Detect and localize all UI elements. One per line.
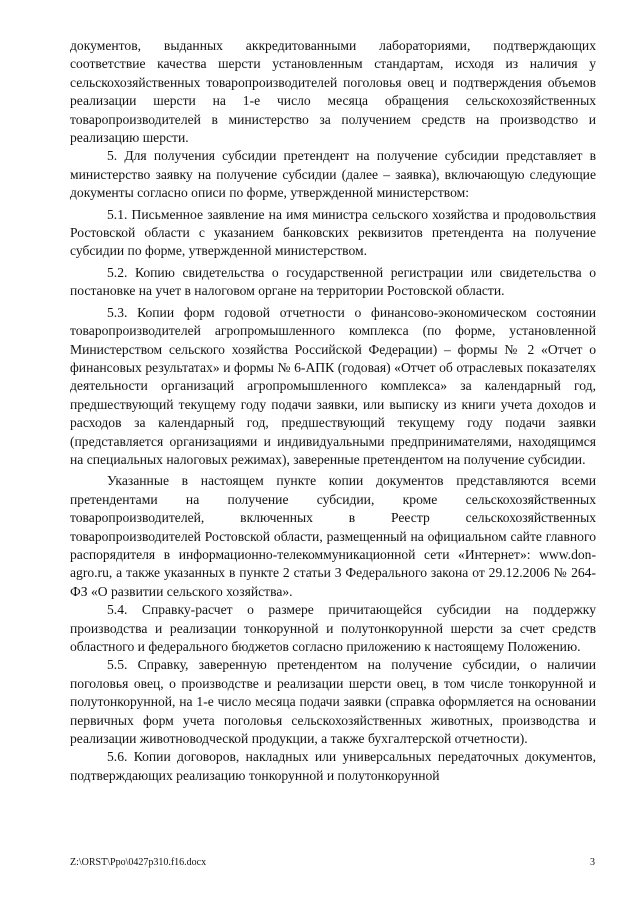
footer-file-path: Z:\ORST\Ppo\0427p310.f16.docx [70,857,207,868]
paragraph-note: Указанные в настоящем пункте копии документов представляются всеми претендентами на получение субсидии, кроме сельскохозяйственных товаропроизводителей, включенных в Реестр сельскохозяйственных товаропроизводителей Ростовской области, размещенный на официальном сайте главного распорядителя в информационно-телекоммуникационной сети «Интернет»: www.don-agro.ru, а также указанных в пункте 2 статьи 3 Федерального закона от 29.12.2006 № 264-ФЗ «О развитии сельского хозяйства». [70,473,596,599]
paragraph-item-5-5: 5.5. Справку, заверенную претендентом на получение субсидии, о наличии поголовья овец, о производстве и реализации шерсти овец, в том числе тонкорунной и полутонкорунной, на 1-е число месяца подачи заявки (справка оформляется на основании первичных форм учета поголовья сельскохозяйственных животных, производства и реализации животноводческой продукции, а также бухгалтерской отчетности). [70,657,596,747]
document-body [70,37,596,785]
paragraph-item-5-1: 5.1. Письменное заявление на имя министра сельского хозяйства и продовольствия Ростовской области с указанием банковских реквизитов претендента на получение субсидии по форме, утвержденной министерством. [70,206,596,259]
paragraph-item-5-4: 5.4. Справку-расчет о размере причитающейся субсидии на поддержку производства и реализации тонкорунной и полутонкорунной шерсти за счет средств областного и федерального бюджетов согласно приложению к настоящему Положению. [70,602,596,654]
paragraph-item-5: 5. Для получения субсидии претендент на получение субсидии представляет в министерство заявку на получение субсидии (далее – заявка), включающую следующие документы согласно описи по форме, утвержденной министерством: [70,148,596,201]
page-number: 3 [590,857,595,868]
paragraph-item-5-2: 5.2. Копию свидетельства о государственной регистрации или свидетельства о постановке на учет в налоговом органе на территории Ростовской области. [70,264,596,299]
paragraph-continuation: документов, выданных аккредитованными лабораториями, подтверждающих соответствие качества шерсти установленным стандартам, исходя из наличия у сельскохозяйственных товаропроизводителей поголовья овец и подтверждения объемов реализации шерсти на 1-е число месяца обращения сельскохозяйственных товаропроизводителей в министерство за получением средств на производство и реализацию шерсти. [70,38,596,146]
paragraph-item-5-3: 5.3. Копии форм годовой отчетности о финансово-экономическом состоянии товаропроизводителей агропромышленного комплекса (по форме, установленной Министерством сельского хозяйства Российской Федерации) – формы № 2 «Отчет о финансовых результатах» и формы № 6-АПК (годовая) «Отчет об отраслевых показателях деятельности организаций агропромышленного комплекса» за календарный год, предшествующий текущему году подачи заявки, или выписку из книги учета доходов и расходов за календарный год, предшествующий текущему году подачи заявки (представляется организациями и индивидуальными предпринимателями, находящимся на специальных налоговых режимах), заверенные претендентом на получение субсидии. [70,304,596,467]
paragraph-item-5-6: 5.6. Копии договоров, накладных или универсальных передаточных документов, подтверждающих реализацию тонкорунной и полутонкорунной [70,749,596,783]
